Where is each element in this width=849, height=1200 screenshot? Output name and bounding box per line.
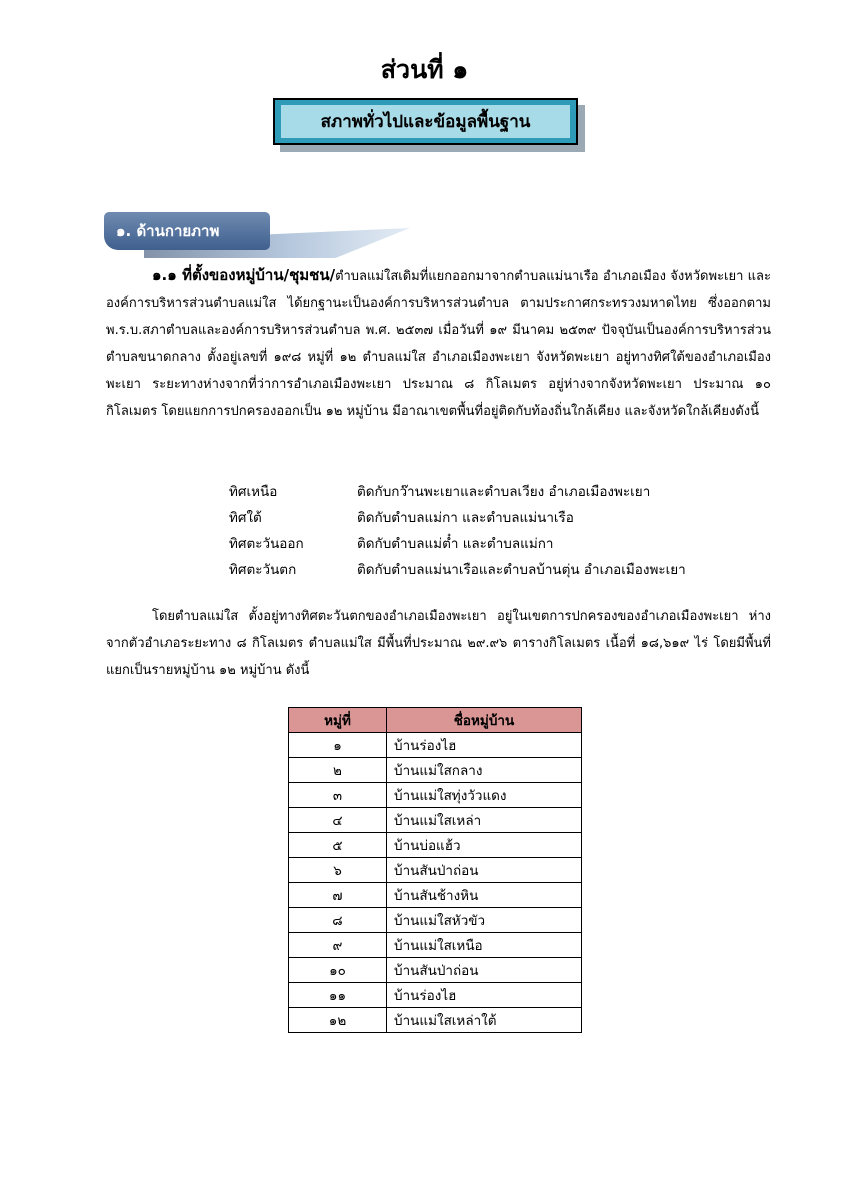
table-row xyxy=(289,958,582,983)
chapter-banner xyxy=(273,98,585,152)
villages-table xyxy=(288,707,582,1033)
banner-title: สภาพทั่วไปและข้อมูลพื้นฐาน xyxy=(281,105,570,138)
village-no: ๙ xyxy=(289,933,387,958)
table-row xyxy=(289,983,582,1008)
village-name: บ้านแม่ใสกลาง xyxy=(387,758,582,783)
table-row xyxy=(289,758,582,783)
section-label: ๑. ด้านกายภาพ xyxy=(104,212,270,250)
header-village-name: ชื่อหมู่บ้าน xyxy=(387,708,582,733)
village-no: ๘ xyxy=(289,908,387,933)
village-name: บ้านแม่ใสหัวขัว xyxy=(387,908,582,933)
boundary-direction: ทิศใต้ xyxy=(229,510,262,526)
village-name: บ้านแม่ใสเหล่า xyxy=(387,808,582,833)
village-no: ๕ xyxy=(289,833,387,858)
intro-text: ตำบลแม่ใสเดิมที่แยกออกมาจากตำบลแม่นาเรือ อำเภอเมือง จังหวัดพะเยา และองค์การบริหารส่วนตำบลแม่ใส ได้ยกฐานะเป็นองค์การบริหารส่วนตำบล ตามประกาศกระทรวงมหาดไทย ซึ่งออกตาม พ.ร.บ.สภาตำบลและองค์การบริหารส่วนตำบล พ.ศ. ๒๕๓๗ เมื่อวันที่ ๑๙ มีนาคม ๒๕๓๙ ปัจจุบันเป็นองค์การบริหารส่วนตำบลขนาดกลาง ตั้งอยู่เลขที่ ๑๙๘ หมู่ที่ ๑๒ ตำบลแม่ใส อำเภอเมืองพะเยา จังหวัดพะเยา อยู่ทางทิศใต้ของอำเภอเมืองพะเยา ระยะทางห่างจากที่ว่าการอำเภอเมืองพะเยา ประมาณ ๘ กิโลเมตร อยู่ห่างจากจังหวัดพะเยา ประมาณ ๑๐ กิโลเมตร โดยแยกการปกครองออกเป็น ๑๒ หมู่บ้าน มีอาณาเขตพื้นที่อยู่ติดกับท้องถิ่นใกล้เคียง และจังหวัดใกล้เคียงดังนี้ xyxy=(106,269,771,419)
boundary-row xyxy=(229,478,686,504)
boundary-row xyxy=(229,556,686,582)
intro-heading: ๑.๑ ที่ตั้งของหมู่บ้าน/ชุมชน/ xyxy=(152,266,336,284)
table-header-row xyxy=(289,708,582,733)
table-row xyxy=(289,908,582,933)
table-row xyxy=(289,933,582,958)
section-tab xyxy=(104,212,310,252)
village-no: ๑ xyxy=(289,733,387,758)
village-name: บ้านร่องไฮ xyxy=(387,733,582,758)
boundary-direction: ทิศตะวันออก xyxy=(229,536,304,552)
village-no: ๒ xyxy=(289,758,387,783)
village-name: บ้านสันป่าถ่อน xyxy=(387,858,582,883)
boundary-description: ติดกับกว๊านพะเยาและตำบลเวียง อำเภอเมืองพะเยา xyxy=(357,484,651,500)
table-row xyxy=(289,1008,582,1033)
table-row xyxy=(289,883,582,908)
boundaries-list xyxy=(229,478,686,582)
part-title: ส่วนที่ ๑ xyxy=(380,55,469,84)
boundary-description: ติดกับตำบลแม่นาเรือและตำบลบ้านตุ่น อำเภอเมืองพะเยา xyxy=(357,562,686,578)
village-name: บ้านสันช้างหิน xyxy=(387,883,582,908)
table-row xyxy=(289,783,582,808)
table-row xyxy=(289,808,582,833)
village-no: ๑๑ xyxy=(289,983,387,1008)
village-no: ๑๒ xyxy=(289,1008,387,1033)
village-no: ๖ xyxy=(289,858,387,883)
banner-frame xyxy=(273,98,578,145)
village-no: ๑๐ xyxy=(289,958,387,983)
table-row xyxy=(289,858,582,883)
village-name: บ้านแม่ใสเหนือ xyxy=(387,933,582,958)
table-row xyxy=(289,833,582,858)
table-row xyxy=(289,733,582,758)
location-paragraph xyxy=(106,603,771,684)
boundary-row xyxy=(229,504,686,530)
intro-paragraph xyxy=(106,262,771,425)
village-no: ๔ xyxy=(289,808,387,833)
boundary-direction: ทิศตะวันตก xyxy=(229,562,297,578)
village-no: ๓ xyxy=(289,783,387,808)
village-name: บ้านร่องไฮ xyxy=(387,983,582,1008)
village-name: บ้านบ่อแฮ้ว xyxy=(387,833,582,858)
village-name: บ้านสันป่าถ่อน xyxy=(387,958,582,983)
location-text: โดยตำบลแม่ใส ตั้งอยู่ทางทิศตะวันตกของอำเภอเมืองพะเยา อยู่ในเขตการปกครองของอำเภอเมืองพะเยา ห่างจากตัวอำเภอระยะทาง ๘ กิโลเมตร ตำบลแม่ใส มีพื้นที่ประมาณ ๒๙.๙๖ ตารางกิโลเมตร เนื้อที่ ๑๘,๖๑๙ ไร่ โดยมีพื้นที่แยกเป็นรายหมู่บ้าน ๑๒ หมู่บ้าน ดังนี้ xyxy=(106,609,771,678)
village-no: ๗ xyxy=(289,883,387,908)
village-name: บ้านแม่ใสทุ่งวัวแดง xyxy=(387,783,582,808)
village-name: บ้านแม่ใสเหล่าใต้ xyxy=(387,1008,582,1033)
boundary-direction: ทิศเหนือ xyxy=(229,484,278,500)
boundary-description: ติดกับตำบลแม่ต๋ำ และตำบลแม่กา xyxy=(357,536,554,552)
header-village-no: หมู่ที่ xyxy=(289,708,387,733)
boundary-row xyxy=(229,530,686,556)
boundary-description: ติดกับตำบลแม่กา และตำบลแม่นาเรือ xyxy=(357,510,574,526)
